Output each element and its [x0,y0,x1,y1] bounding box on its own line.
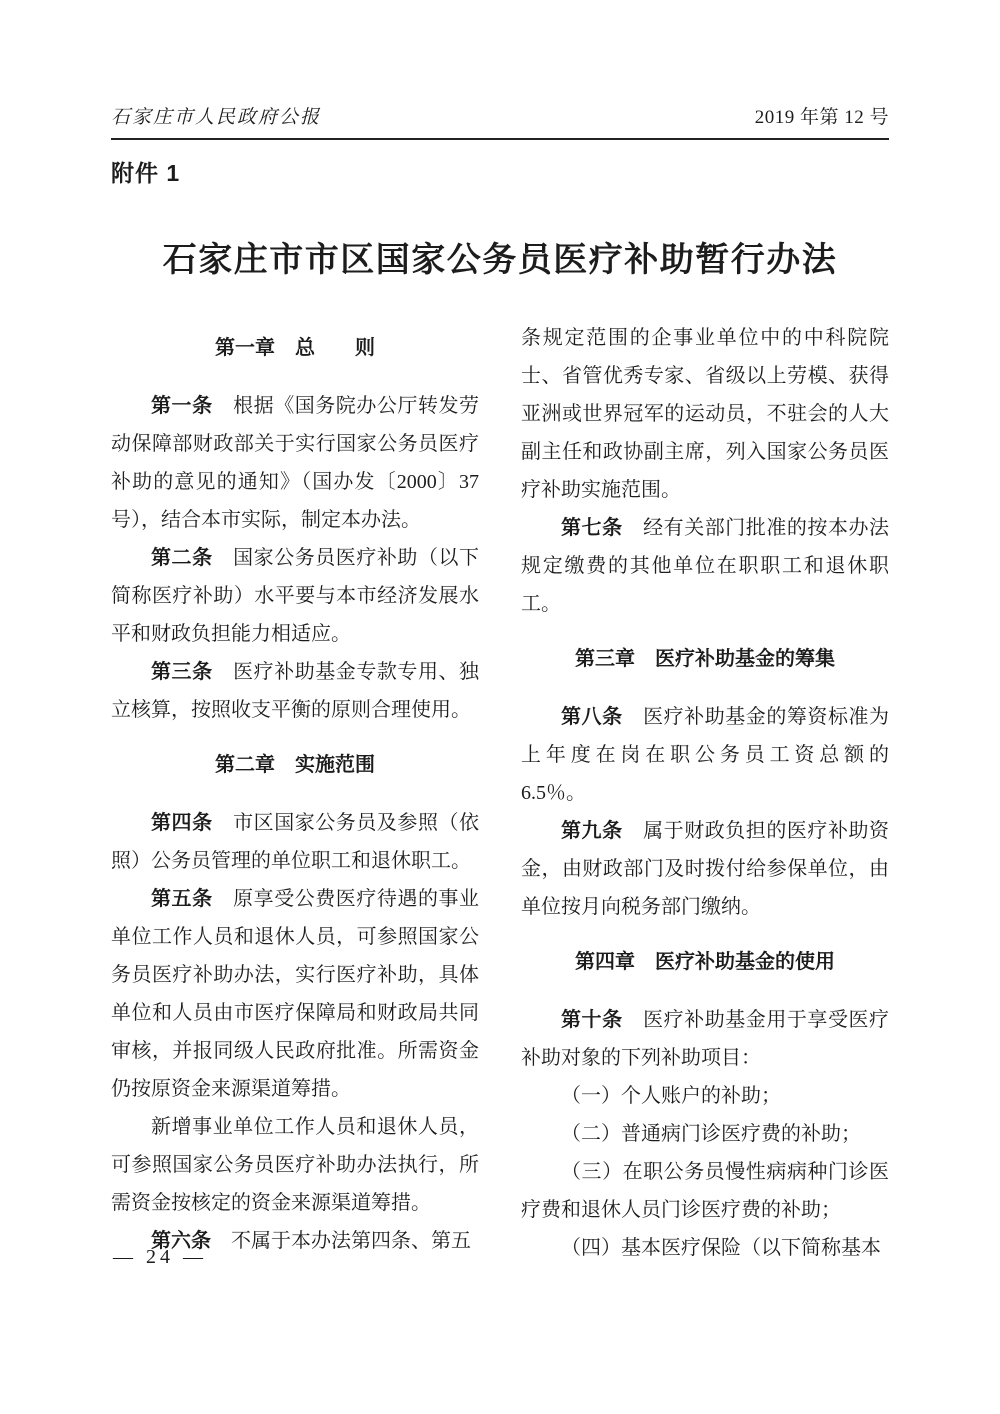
left-column [111,319,479,1267]
paragraph-text: 不属于本办法第四条、第五 [211,1230,471,1252]
paragraph-text: （一）个人账户的补助； [561,1085,781,1107]
article-paragraph [521,509,889,623]
paragraph-text: 根据《国务院办公厅转发劳动保障部财政部关于实行国家公务员医疗补助的意见的通知》（国办发〔2000〕37号），结合本市实际，制定本办法。 [111,395,480,531]
paragraph-text: 属于财政负担的医疗补助资金，由财政部门及时拨付给参保单位，由单位按月向税务部门缴纳。 [521,820,890,918]
article-paragraph [521,812,889,926]
paragraph-text: 条规定范围的企事业单位中的中科院院士、省管优秀专家、省级以上劳模、获得亚洲或世界冠军的运动员，不驻会的人大副主任和政协副主席，列入国家公务员医疗补助实施范围。 [521,327,889,501]
right-column [521,319,889,1267]
paragraph-text: 经有关部门批准的按本办法规定缴费的其他单位在职职工和退休职工。 [521,517,890,615]
article-number-prefix: 第五条 [151,888,213,910]
article-paragraph [111,387,479,539]
article-paragraph [111,653,479,729]
article-number-prefix: 第四条 [151,812,213,834]
chapter-heading: 第四章 医疗补助基金的使用 [575,951,835,973]
article-paragraph [521,1001,889,1077]
paragraph-text: 医疗补助基金用于享受医疗补助对象的下列补助项目： [521,1009,890,1069]
paragraph-text: 原享受公费医疗待遇的事业单位工作人员和退休人员，可参照国家公务员医疗补助办法，实行医疗补助，具体单位和人员由市医疗保障局和财政局共同审核，并报同级人民政府批准。所需资金仍按原资金来源渠道筹措。 [111,888,480,1100]
list-item-paragraph [521,1153,889,1229]
article-number-prefix: 第九条 [561,820,623,842]
article-number-prefix: 第七条 [561,517,623,539]
paragraph-text: 医疗补助基金的筹资标准为上年度在岗在职公务员工资总额的 6.5％。 [521,706,890,804]
list-item-paragraph [521,1115,889,1153]
continuation-paragraph [521,319,889,509]
paragraph-text: （三）在职公务员慢性病病种门诊医疗费和退休人员门诊医疗费的补助； [521,1161,889,1221]
chapter-heading: 第三章 医疗补助基金的筹集 [575,648,835,670]
two-column-body [111,319,889,1267]
article-number-prefix: 第二条 [151,547,213,569]
document-title: 石家庄市市区国家公务员医疗补助暂行办法 [162,242,838,279]
attachment-label: 附件 1 [111,160,181,186]
publication-title: 石家庄市人民政府公报 [111,107,322,128]
chapter-heading: 第一章 总 则 [215,337,375,359]
page-header [111,0,889,140]
article-paragraph [111,804,479,880]
paragraph-text: 新增事业单位工作人员和退休人员，可参照国家公务员医疗补助办法执行，所需资金按核定的资金来源渠道筹措。 [111,1116,479,1214]
list-item-paragraph [521,1229,889,1267]
list-item-paragraph [521,1077,889,1115]
page-number-footer: — 24 — [113,1246,207,1268]
plain-paragraph [111,1108,479,1222]
issue-number: 2019 年第 12 号 [754,107,889,128]
paragraph-text: 市区国家公务员及参照（依照）公务员管理的单位职工和退休职工。 [111,812,480,872]
paragraph-text: （四）基本医疗保险（以下简称基本 [561,1237,881,1259]
article-number-prefix: 第十条 [561,1009,623,1031]
paragraph-text: 国家公务员医疗补助（以下简称医疗补助）水平要与本市经济发展水平和财政负担能力相适应。 [111,547,480,645]
article-number-prefix: 第八条 [561,706,623,728]
article-paragraph [111,539,479,653]
article-paragraph [521,698,889,812]
article-number-prefix: 第一条 [151,395,213,417]
article-paragraph [111,880,479,1108]
paragraph-text: 医疗补助基金专款专用、独立核算，按照收支平衡的原则合理使用。 [111,661,480,721]
article-number-prefix: 第三条 [151,661,213,683]
article-number-prefix: 第六条 [151,1230,211,1252]
paragraph-text: （二）普通病门诊医疗费的补助； [561,1123,861,1145]
chapter-heading: 第二章 实施范围 [215,754,375,776]
